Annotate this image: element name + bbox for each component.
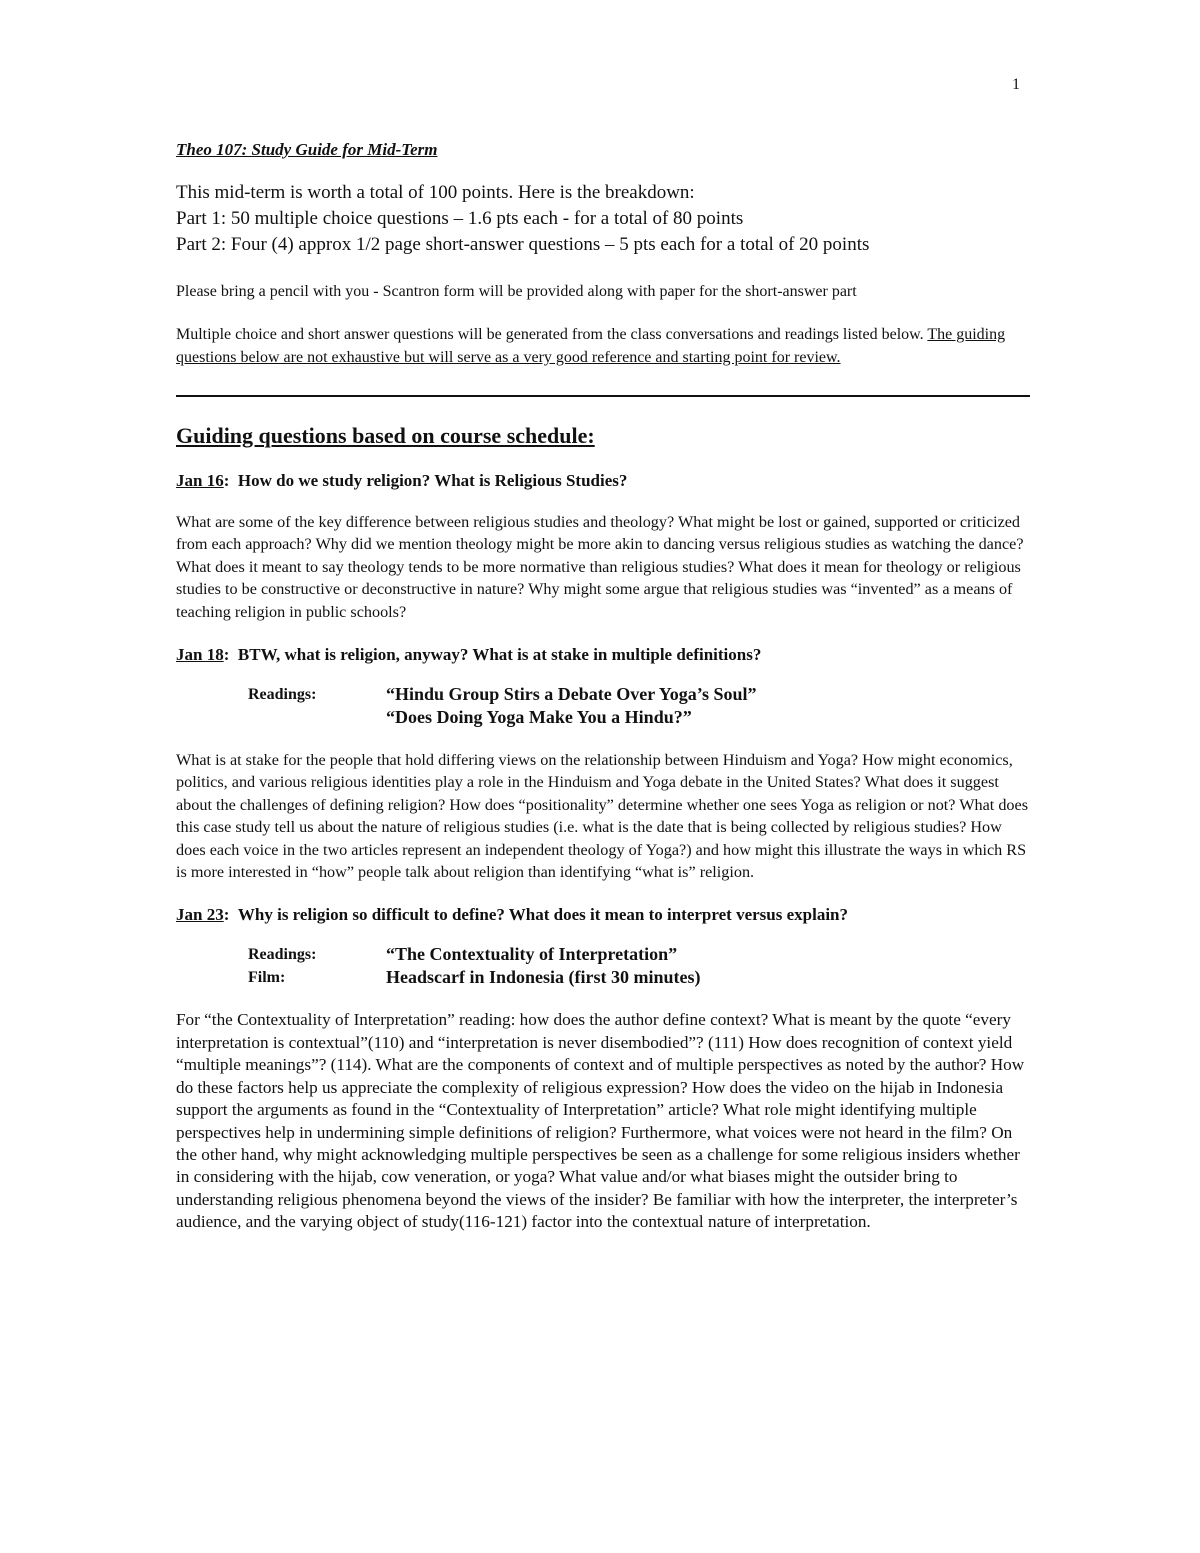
reading-item: “Does Doing Yoga Make You a Hindu?” — [386, 707, 692, 728]
session-heading-jan-23: Jan 23: Why is religion so difficult to define? What does it mean to interpret versus explain? — [176, 905, 848, 925]
pencil-note: Please bring a pencil with you - Scantron form will be provided along with paper for the short-answer part — [176, 283, 857, 300]
session-question: BTW, what is religion, anyway? What is at stake in multiple definitions? — [237, 645, 762, 665]
session-date: Jan 23 — [176, 905, 224, 925]
session-heading-jan-16: Jan 16: How do we study religion? What is Religious Studies? — [176, 471, 628, 490]
generation-note-text: Multiple choice and short answer questions will be generated from the class conversations and readings listed below. — [176, 326, 928, 343]
section-heading: Guiding questions based on course schedule: — [176, 423, 595, 448]
intro-line-1: This mid-term is worth a total of 100 points. Here is the breakdown: — [176, 182, 695, 203]
session-question: How do we study religion? What is Religious Studies? — [237, 471, 628, 490]
session-date: Jan 18 — [176, 645, 224, 665]
film-item: Headscarf in Indonesia (first 30 minutes) — [386, 967, 701, 988]
document-body — [176, 140, 1030, 1234]
document-title: Theo 107: Study Guide for Mid-Term — [176, 140, 438, 159]
generation-note-emphasis: The guiding questions below are not exhaustive but will serve as a very good reference and starting point for review. — [176, 326, 1006, 366]
readings-block-jan-18 — [248, 683, 1030, 729]
section-divider — [176, 395, 1030, 397]
reading-item: “The Contextuality of Interpretation” — [386, 944, 678, 965]
readings-label: Readings: — [248, 686, 317, 704]
readings-label: Readings: — [248, 946, 317, 964]
generation-note — [176, 323, 1030, 369]
session-body-jan-18: What is at stake for the people that hold differing views on the relationship between Hinduism and Yoga? How might economics, politics, and various religious identities play a role in the Hinduism and Yoga debate in the United States? What does it suggest about the challenges of defining religion? How does “positionality” determine whether one sees Yoga as religion or not? What does this case study tell us about the nature of religious studies (i.e. what is the date that is being collected by religious studies? How does each voice in the two articles represent an independent theology of Yoga?) and how might this illustrate the ways in which RS is more interested in “how” people talk about religion than identifying “what is” religion. — [176, 751, 1029, 882]
session-body-jan-16: What are some of the key difference between religious studies and theology? What might be lost or gained, supported or criticized from each approach? Why did we mention theology might be more akin to dancing versus religious studies as watching the dance? What does it meant to say theology tends to be more normative than religious studies? What does it mean for theology or religious studies to be constructive or deconstructive in nature? Why might some argue that religious studies was “invented” as a means of teaching religion in public schools? — [176, 513, 1024, 621]
intro-line-3: Part 2: Four (4) approx 1/2 page short-answer questions – 5 pts each for a total of 20 points — [176, 234, 870, 255]
session-body-jan-23: For “the Contextuality of Interpretation” reading: how does the author define context? What is meant by the quote “every interpretation is contextual”(110) and “interpretation is never disembodied”? (111) How does recognition of context yield “multiple meanings”? (114). What are the components of context and of multiple perspectives as noted by the author? How do these factors help us appreciate the complexity of religious expression? How does the video on the hijab in Indonesia support the arguments as found in the “Contextuality of Interpretation” article? What role might identifying multiple perspectives help in undermining simple definitions of religion? Furthermore, what voices were not heard in the film? On the other hand, why might acknowledging multiple perspectives be seen as a challenge for some religious insiders whether in considering with the hijab, cow veneration, or yoga? What value and/or what biases might the outsider bring to understanding religious phenomena beyond the views of the insider? Be familiar with how the interpreter, the interpreter’s audience, and the varying object of study(116-121) factor into the contextual nature of interpretation. — [176, 1010, 1025, 1232]
film-label: Film: — [248, 969, 286, 987]
session-question: Why is religion so difficult to define? What does it mean to interpret versus explain? — [237, 905, 848, 925]
readings-block-jan-23 — [248, 943, 1030, 989]
reading-item: “Hindu Group Stirs a Debate Over Yoga’s Soul” — [386, 684, 757, 705]
page-number: 1 — [1012, 76, 1020, 93]
session-date: Jan 16 — [176, 471, 224, 490]
intro-line-2: Part 1: 50 multiple choice questions – 1.6 pts each - for a total of 80 points — [176, 208, 744, 229]
session-heading-jan-18: Jan 18: BTW, what is religion, anyway? What is at stake in multiple definitions? — [176, 645, 762, 665]
